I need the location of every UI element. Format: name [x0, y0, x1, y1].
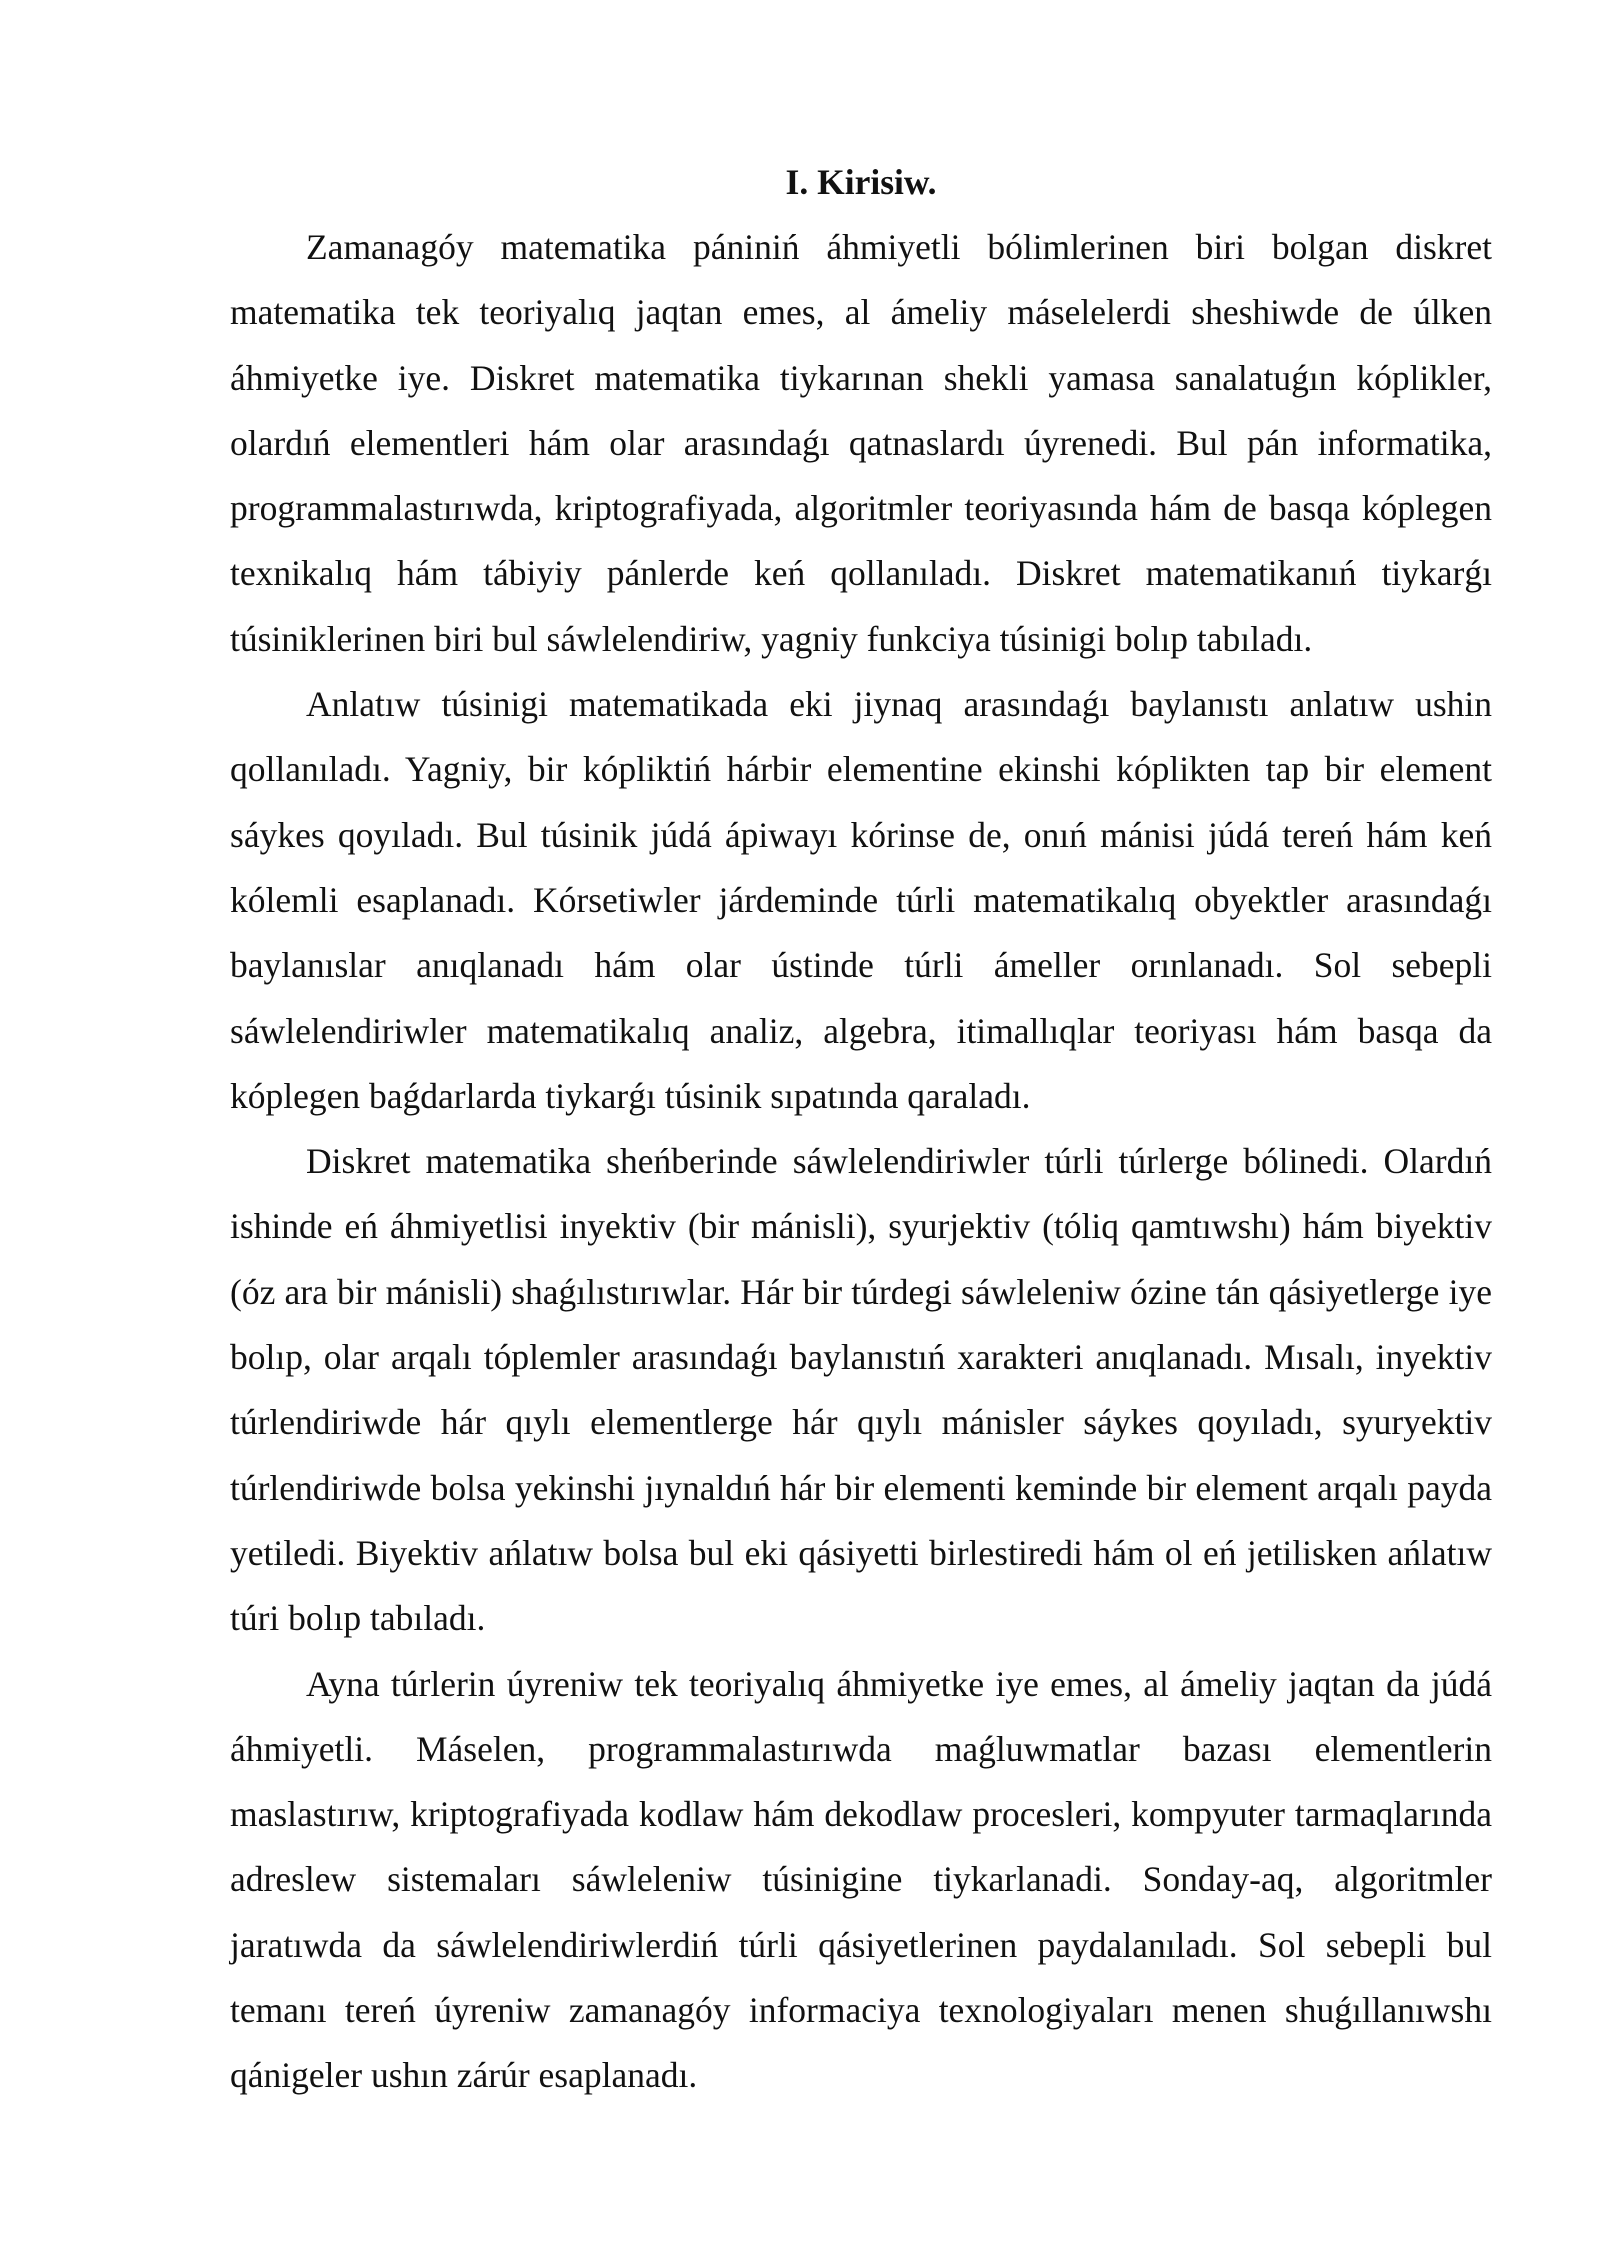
section-heading: I. Kirisiw.: [785, 162, 937, 202]
page-content: [230, 150, 1492, 2109]
paragraph-1: Zamanagóy matematika pániniń áhmiyetli bólimlerinen biri bolgan diskret matematika tek teoriyalıq jaqtan emes, al ámeliy máselelerdi sheshiwde de úlken áhmiyetke iye. Diskret matematika tiykarınan shekli yamasa sanalatuǵın kóplikler, olardıń elementleri hám olar arasındaǵı qatnaslardı úyrenedi. Bul pán informatika, programmalastırıwda, kriptografiyada, algoritmler teoriyasında hám de basqa kóplegen texnikalıq hám tábiyiy pánlerde keń qollanıladı. Diskret matematikanıń tiykarǵı túsiniklerinen biri bul sáwlelendiriw, yagniy funkciya túsinigi bolıp tabıladı.: [230, 227, 1492, 659]
paragraph-3: Diskret matematika sheńberinde sáwlelendiriwler túrli túrlerge bólinedi. Olardıń ishinde eń áhmiyetlisi inyektiv (bir mánisli), syurjektiv (tóliq qamtıwshı) hám biyektiv (óz ara bir mánisli) shaǵılıstırıwlar. Hár bir túrdegi sáwleleniw ózine tán qásiyetlerge iye bolıp, olar arqalı tóplemler arasındaǵı baylanıstıń xarakteri anıqlanadı. Mısalı, inyektiv túrlendiriwde hár qıylı elementlerge hár qıylı mánisler sáykes qoyıladı, syuryektiv túrlendiriwde bolsa yekinshi jıynaldıń hár bir elementi keminde bir element arqalı payda yetiledi. Biyektiv ańlatıw bolsa bul eki qásiyetti birlestiredi hám ol eń jetilisken ańlatıw túri bolıp tabıladı.: [230, 1141, 1492, 1639]
paragraph-4: Ayna túrlerin úyreniw tek teoriyalıq áhmiyetke iye emes, al ámeliy jaqtan da júdá áhmiyetli. Máselen, programmalastırıwda maǵluwmatlar bazası elementlerin maslastırıw, kriptografiyada kodlaw hám dekodlaw procesleri, kompyuter tarmaqlarında adreslew sistemaları sáwleleniw túsinigine tiykarlanadi. Sonday-aq, algoritmler jaratıwda da sáwlelendiriwlerdiń túrli qásiyetlerinen paydalanıladı. Sol sebepli bul temanı tereń úyreniw zamanagóy informaciya texnologiyaları menen shuǵıllanıwshı qánigeler ushın zárúr esaplanadı.: [230, 1663, 1492, 2096]
paragraph-2: Anlatıw túsinigi matematikada eki jiynaq arasındaǵı baylanıstı anlatıw ushin qollanıladı. Yagniy, bir kópliktiń hárbir elementine ekinshi kóplikten tap bir element sáykes qoyıladı. Bul túsinik júdá ápiwayı kórinse de, onıń mánisi júdá tereń hám keń kólemli esaplanadı. Kórsetiwler járdeminde túrli matematikalıq obyektler arasındaǵı baylanıslar anıqlanadı hám olar ústinde túrli ámeller orınlanadı. Sol sebepli sáwlelendiriwler matematikalıq analiz, algebra, itimallıqlar teoriyası hám basqa da kóplegen baǵdarlarda tiykarǵı túsinik sıpatında qaraladı.: [230, 684, 1492, 1116]
